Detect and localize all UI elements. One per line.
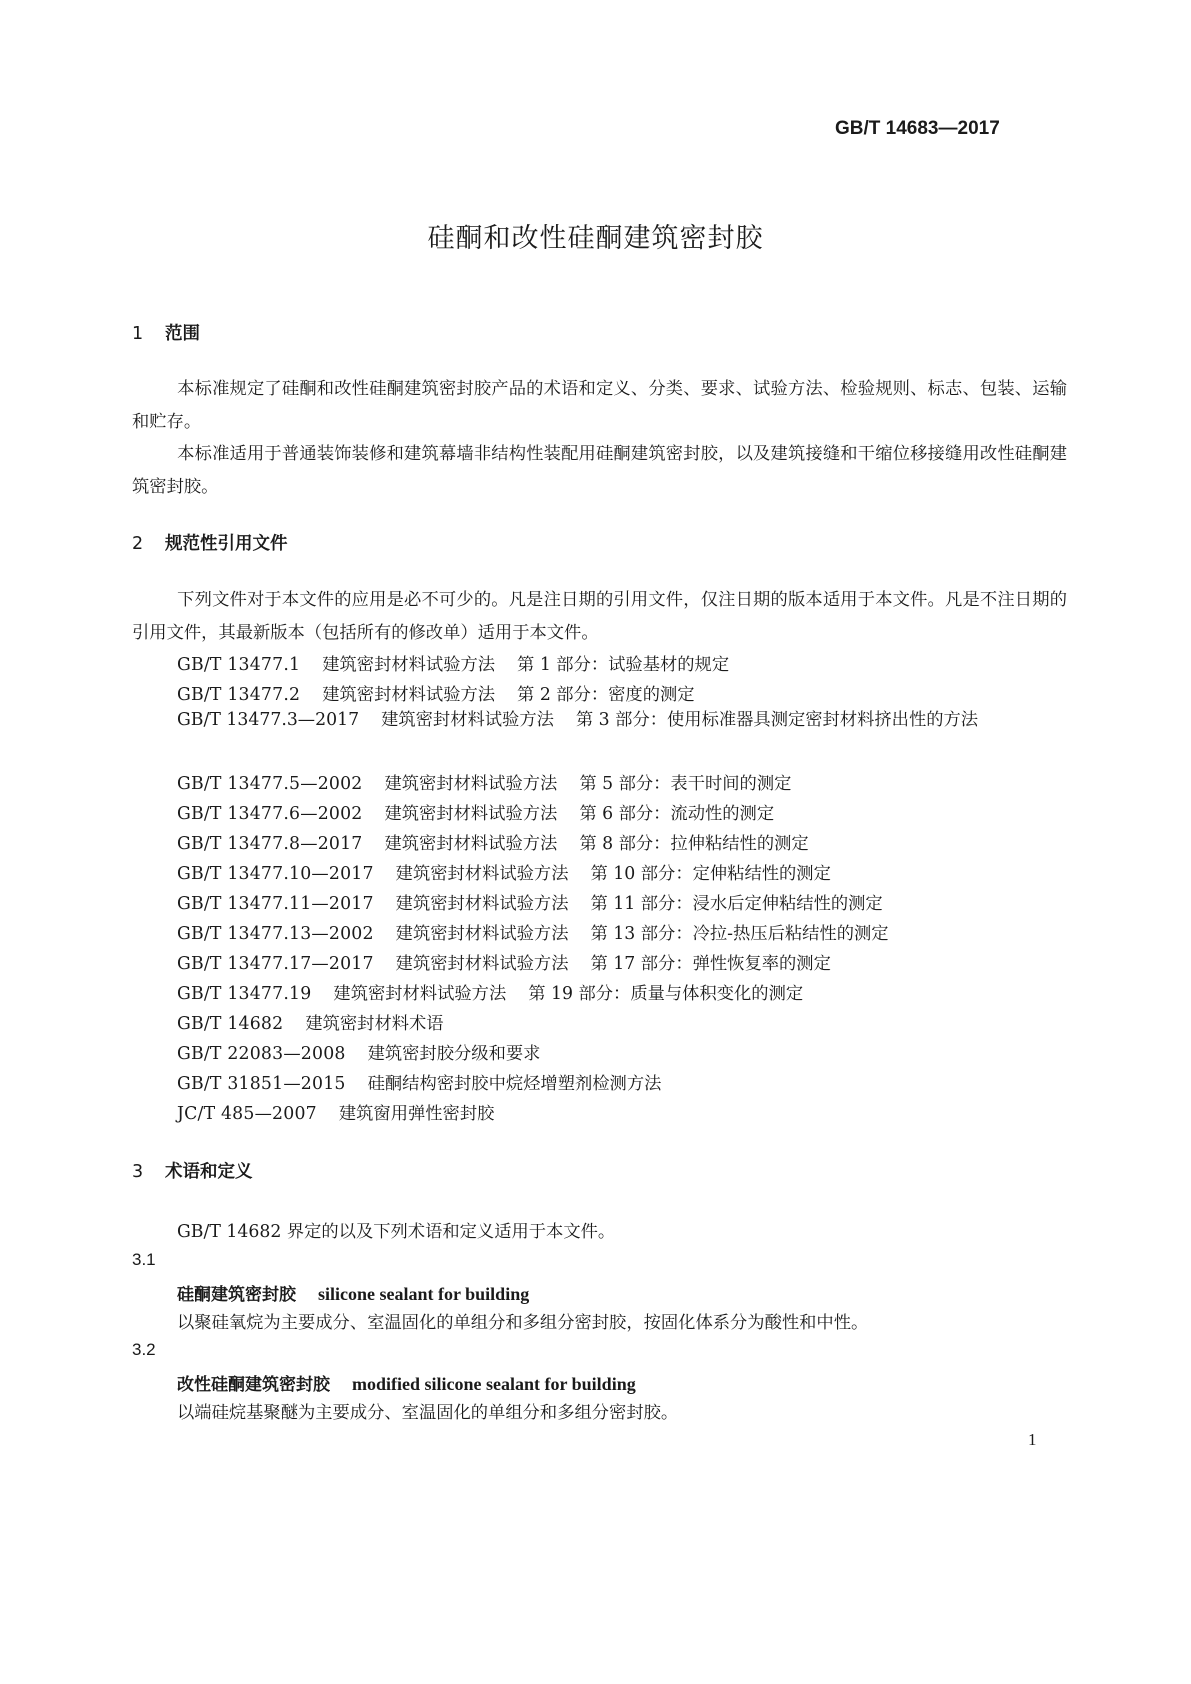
section-title: 规范性引用文件 — [165, 534, 288, 554]
term-number: 3.2 — [132, 1340, 156, 1359]
page-number: 1 — [1028, 1430, 1037, 1449]
term-zh: 改性硅酮建筑密封胶 — [177, 1375, 330, 1395]
reference-item: GB/T 13477.19 建筑密封材料试验方法 第 19 部分：质量与体积变化的测定 — [177, 984, 804, 1004]
reference-item: GB/T 31851—2015 硅酮结构密封胶中烷烃增塑剂检测方法 — [177, 1074, 662, 1094]
term-definition: 以聚硅氧烷为主要成分、室温固化的单组分和多组分密封胶，按固化体系分为酸性和中性。 — [177, 1313, 869, 1333]
reference-item: GB/T 13477.13—2002 建筑密封材料试验方法 第 13 部分：冷拉-热压后粘结性的测定 — [177, 924, 889, 944]
reference-item: GB/T 13477.17—2017 建筑密封材料试验方法 第 17 部分：弹性恢复率的测定 — [177, 954, 831, 974]
reference-item: GB/T 14682 建筑密封材料术语 — [177, 1014, 444, 1034]
reference-item: GB/T 13477.2 建筑密封材料试验方法 第 2 部分：密度的测定 — [177, 685, 695, 705]
paragraph: GB/T 14682 界定的以及下列术语和定义适用于本文件。 — [177, 1222, 616, 1242]
section-1-heading — [132, 320, 200, 345]
reference-item: GB/T 13477.1 建筑密封材料试验方法 第 1 部分：试验基材的规定 — [177, 655, 730, 675]
term-en: silicone sealant for building — [318, 1284, 530, 1304]
reference-item: GB/T 13477.11—2017 建筑密封材料试验方法 第 11 部分：浸水后定伸粘结性的测定 — [177, 894, 883, 914]
section-number: 2 — [132, 534, 144, 554]
reference-item: GB/T 13477.6—2002 建筑密封材料试验方法 第 6 部分：流动性的测定 — [177, 804, 775, 824]
reference-item: GB/T 13477.10—2017 建筑密封材料试验方法 第 10 部分：定伸粘结性的测定 — [177, 864, 831, 884]
term-heading — [177, 1370, 636, 1395]
reference-item: GB/T 13477.8—2017 建筑密封材料试验方法 第 8 部分：拉伸粘结性的测定 — [177, 834, 809, 854]
paragraph: 本标准规定了硅酮和改性硅酮建筑密封胶产品的术语和定义、分类、要求、试验方法、检验规则、标志、包装、运输和贮存。 — [132, 379, 1067, 432]
reference-item: GB/T 22083—2008 建筑密封胶分级和要求 — [177, 1044, 541, 1064]
reference-item: GB/T 13477.3—2017 建筑密封材料试验方法 第 3 部分：使用标准器具测定密封材料挤出性的方法 — [177, 710, 979, 730]
term-heading — [177, 1280, 529, 1305]
section-number: 1 — [132, 324, 144, 344]
reference-item: JC/T 485—2007 建筑窗用弹性密封胶 — [177, 1104, 495, 1124]
term-zh: 硅酮建筑密封胶 — [177, 1285, 296, 1305]
reference-item: GB/T 13477.5—2002 建筑密封材料试验方法 第 5 部分：表干时间的测定 — [177, 774, 792, 794]
section-title: 术语和定义 — [165, 1162, 253, 1182]
term-definition: 以端硅烷基聚醚为主要成分、室温固化的单组分和多组分密封胶。 — [177, 1403, 679, 1423]
standard-number: GB/T 14683—2017 — [835, 118, 1000, 139]
section-2-heading — [132, 530, 288, 555]
page-title: 硅酮和改性硅酮建筑密封胶 — [427, 223, 764, 254]
paragraph: 下列文件对于本文件的应用是必不可少的。凡是注日期的引用文件，仅注日期的版本适用于本文件。凡是不注日期的引用文件，其最新版本（包括所有的修改单）适用于本文件。 — [132, 590, 1067, 643]
term-number: 3.1 — [132, 1250, 156, 1269]
section-title: 范围 — [165, 324, 200, 344]
section-number: 3 — [132, 1162, 144, 1182]
paragraph: 本标准适用于普通装饰装修和建筑幕墙非结构性装配用硅酮建筑密封胶，以及建筑接缝和干缩位移接缝用改性硅酮建筑密封胶。 — [132, 444, 1067, 497]
section-3-heading — [132, 1158, 253, 1183]
term-en: modified silicone sealant for building — [352, 1374, 636, 1394]
